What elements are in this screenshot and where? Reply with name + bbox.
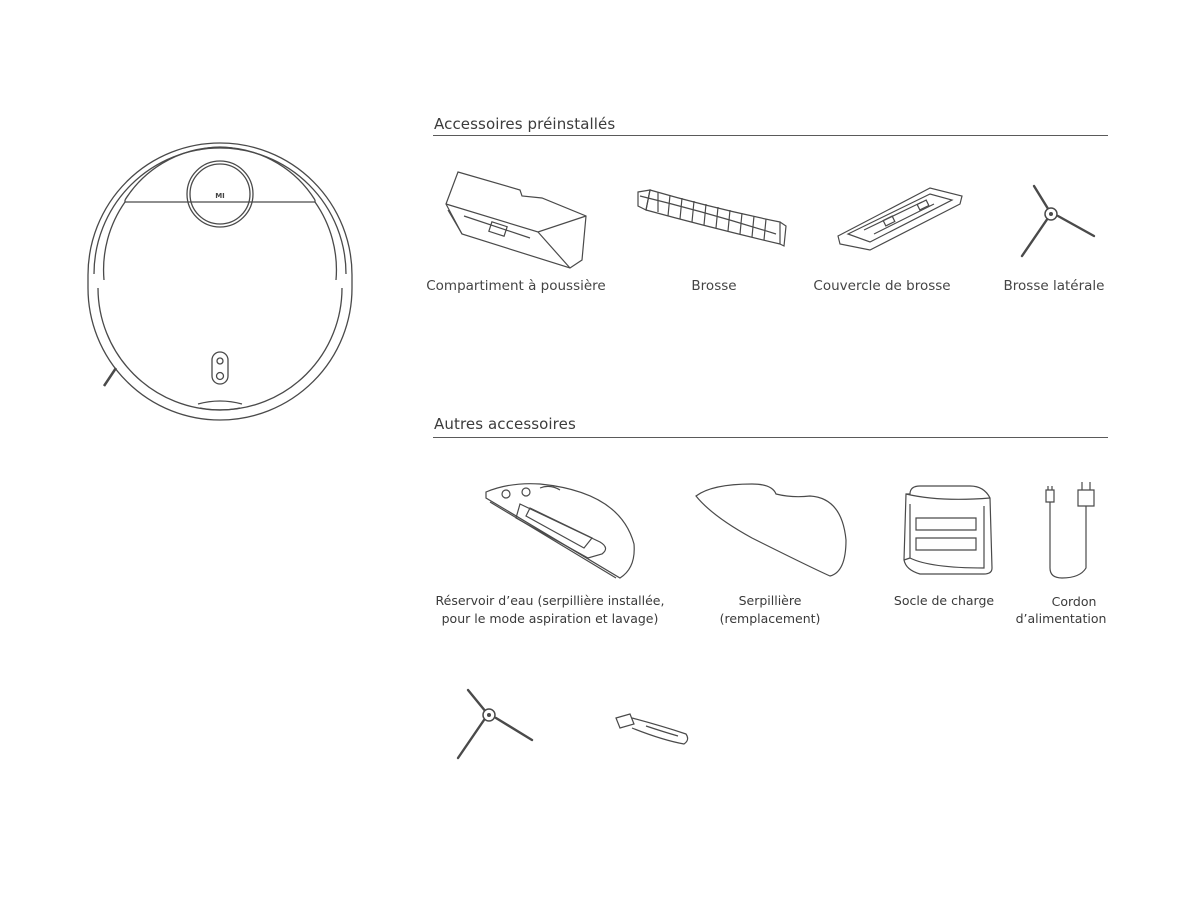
section-title-preinstalled: Accessoires préinstallés xyxy=(434,115,616,133)
main-brush-icon xyxy=(636,182,788,258)
item-label-water-tank-line2: pour le mode aspiration et lavage) xyxy=(441,611,659,626)
item-label-mop-pad-line1: Serpillière xyxy=(738,593,802,608)
item-label-power-cord-line1: Cordon xyxy=(1051,594,1097,609)
item-label-mop-pad-line2: (remplacement) xyxy=(719,611,821,626)
power-cord-icon xyxy=(1040,478,1104,582)
item-label-side-brush: Brosse latérale xyxy=(1003,278,1105,294)
section-divider xyxy=(433,135,1108,136)
robot-vacuum-illustration xyxy=(80,140,360,420)
section-title-others: Autres accessoires xyxy=(434,415,576,433)
brush-cover-icon xyxy=(834,180,966,252)
item-label-brush-cover: Couvercle de brosse xyxy=(813,278,951,294)
side-brush-icon xyxy=(1018,182,1098,262)
cleaning-tool-icon xyxy=(612,710,692,748)
item-label-charging-dock: Socle de charge xyxy=(893,593,995,608)
item-label-dust-bin: Compartiment à poussière xyxy=(426,278,606,294)
item-label-water-tank-line1: Réservoir d’eau (serpillière installée, xyxy=(435,593,665,608)
item-label-power-cord-line2: d’alimentation xyxy=(1015,611,1107,626)
section-divider xyxy=(433,437,1108,438)
robot-logo: MI xyxy=(215,192,225,200)
charging-dock-icon xyxy=(900,482,996,578)
item-label-main-brush: Brosse xyxy=(691,278,737,294)
spare-side-brush-icon xyxy=(454,686,536,762)
mop-pad-icon xyxy=(692,480,850,580)
dust-bin-icon xyxy=(440,168,592,272)
water-tank-icon xyxy=(480,478,640,582)
